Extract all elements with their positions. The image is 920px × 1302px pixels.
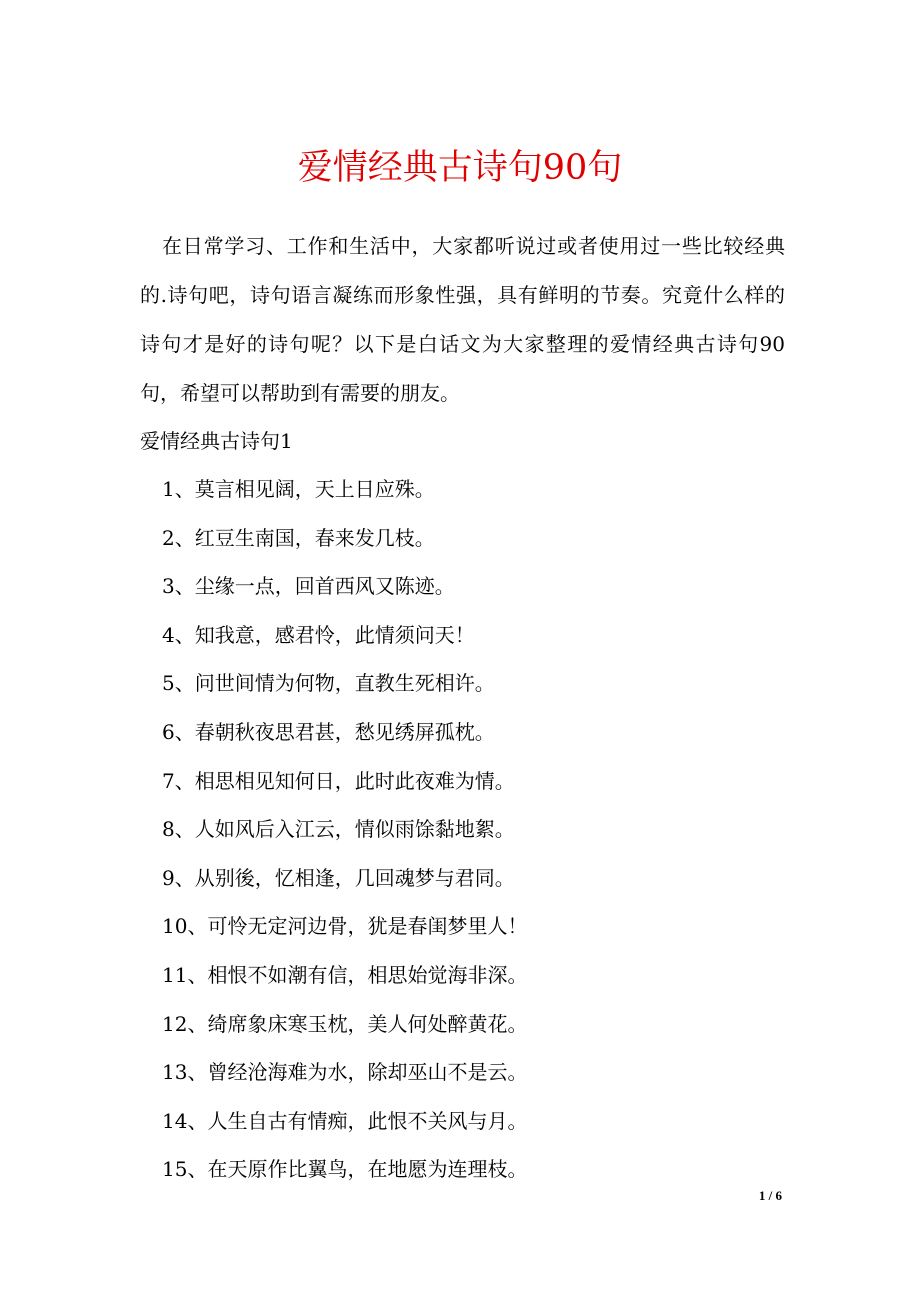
list-item: 15、在天原作比翼鸟，在地愿为连理枝。 bbox=[162, 1157, 528, 1182]
list-item: 7、相思相见知何日，此时此夜难为情。 bbox=[162, 768, 515, 793]
list-item: 4、知我意，感君怜，此情须问天！ bbox=[162, 622, 475, 647]
list-item: 5、问世间情为何物，直教生死相许。 bbox=[162, 671, 495, 696]
list-item: 10、可怜无定河边骨，犹是春闺梦里人！ bbox=[162, 914, 528, 939]
page-title: 爱情经典古诗句90句 bbox=[297, 148, 623, 188]
list-item: 14、人生自古有情痴，此恨不关风与月。 bbox=[162, 1108, 528, 1133]
list-item: 9、从别後，忆相逢，几回魂梦与君同。 bbox=[162, 865, 515, 890]
section-heading: 爱情经典古诗句1 bbox=[140, 429, 293, 453]
list-item: 8、人如风后入江云，情似雨馀黏地絮。 bbox=[162, 817, 515, 842]
list-item: 6、春朝秋夜思君甚，愁见绣屏孤枕。 bbox=[162, 719, 495, 744]
intro-paragraph: 在日常学习、工作和生活中，大家都听说过或者使用过一些比较经典的.诗句吧，诗句语言凝练而形象性强，具有鲜明的节奏。究竟什么样的诗句才是好的诗句呢？以下是白话文为大家整理的爱情经典古诗句90句，希望可以帮助到有需要的朋友。 bbox=[140, 234, 785, 405]
list-item: 13、曾经沧海难为水，除却巫山不是云。 bbox=[162, 1060, 528, 1085]
list-item: 12、绮席象床寒玉枕，美人何处醉黄花。 bbox=[162, 1011, 528, 1036]
list-item: 11、相恨不如潮有信，相思始觉海非深。 bbox=[162, 962, 528, 987]
list-item: 1、莫言相见阔，天上日应殊。 bbox=[162, 477, 435, 501]
poem-list bbox=[162, 465, 782, 1194]
page-number: 1 / 6 bbox=[758, 1188, 782, 1203]
list-item: 3、尘缘一点，回首西风又陈迹。 bbox=[162, 574, 455, 599]
list-item: 2、红豆生南国，春来发几枝。 bbox=[162, 525, 435, 550]
